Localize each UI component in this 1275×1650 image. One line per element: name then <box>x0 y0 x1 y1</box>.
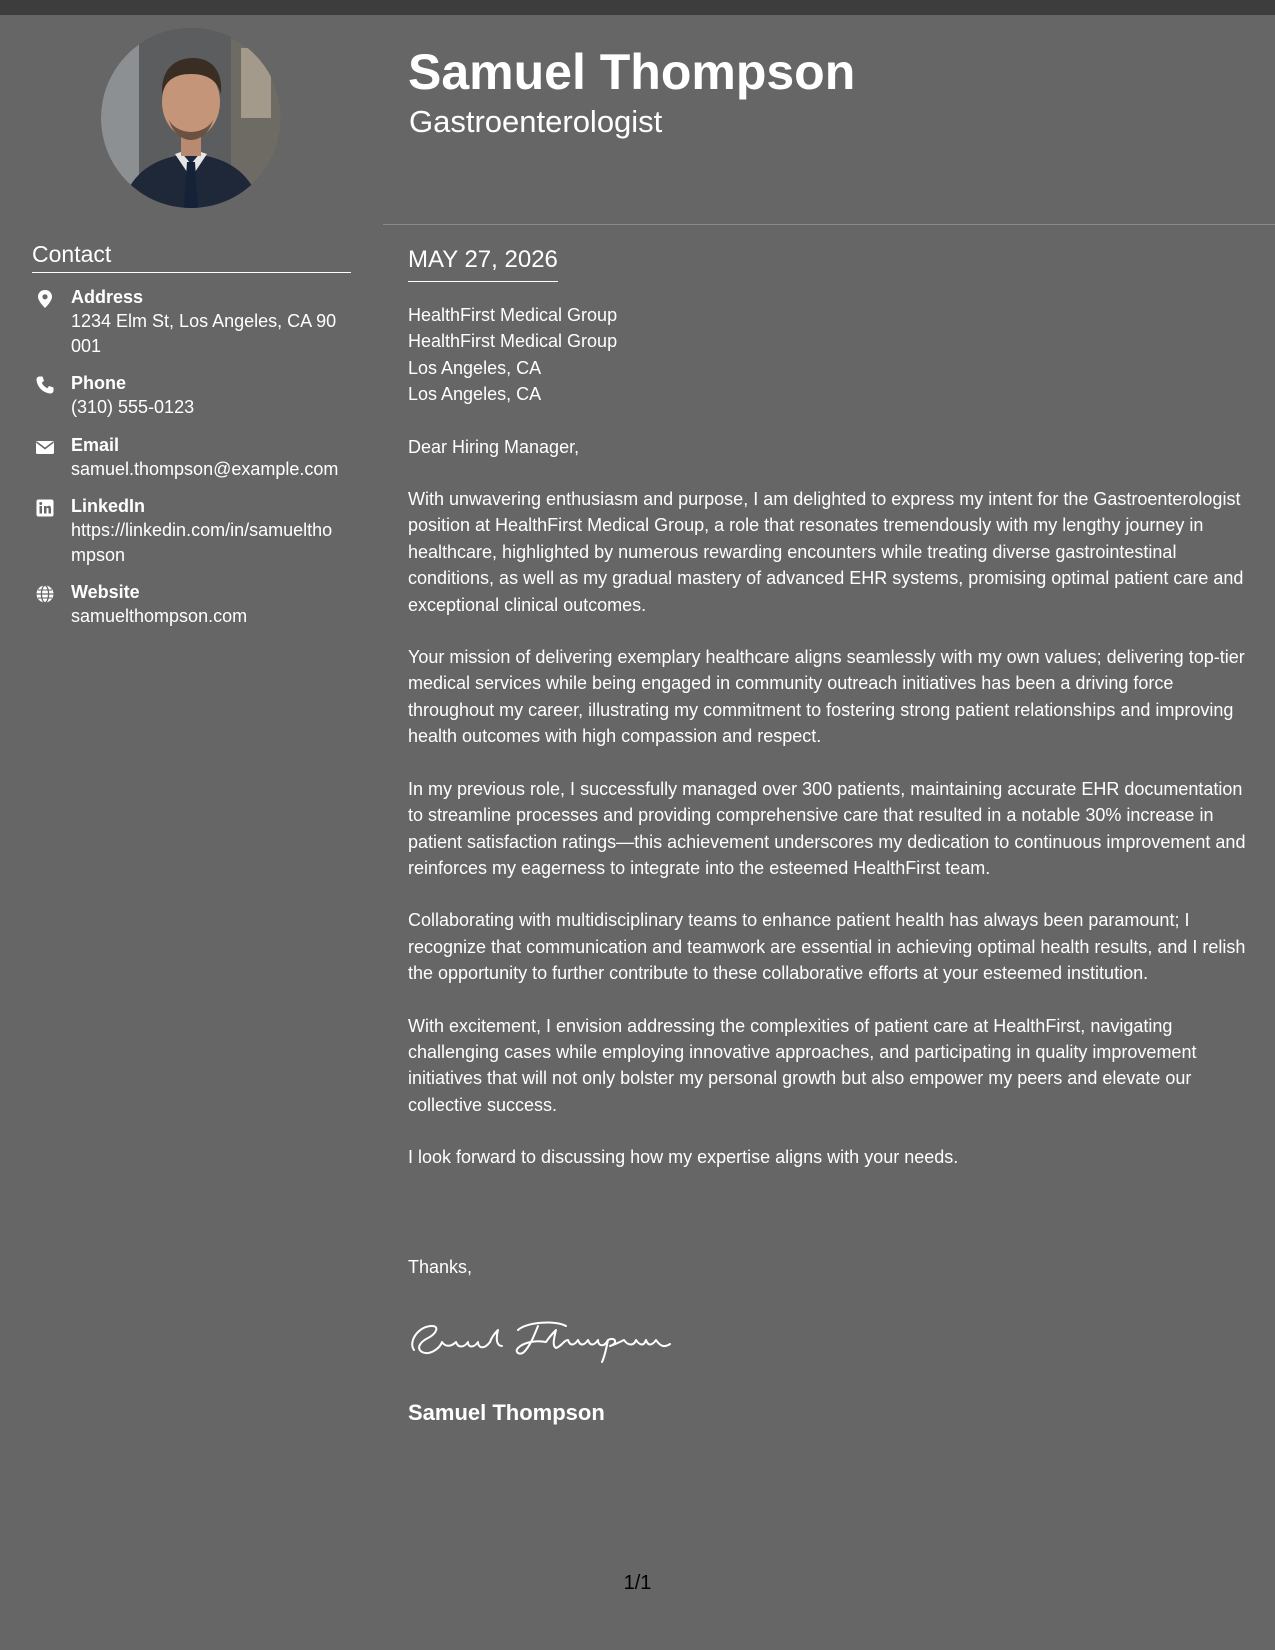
recipient-line: Los Angeles, CA <box>408 384 542 405</box>
body-paragraph: With unwavering enthusiasm and purpose, I am delighted to express my intent for the Gastroenterologist position at HealthFirst Medical Group, a role that resonates tremendously with my lengthy journey in healthcare, highlighted by numerous rewarding encounters while treating diverse gastrointestinal conditions, as well as my gradual mastery of advanced EHR systems, promising optimal patient care and exceptional clinical outcomes. <box>408 489 1244 615</box>
contact-website <box>32 580 362 629</box>
contact-label: Address <box>71 287 144 307</box>
contact-label: Email <box>71 434 120 455</box>
globe-icon <box>35 584 55 604</box>
linkedin-icon <box>35 498 55 518</box>
recipient-line: HealthFirst Medical Group <box>408 305 618 325</box>
phone-value: (310) 555-0123 <box>71 397 195 417</box>
recipient-block <box>408 302 1253 408</box>
header-divider <box>383 224 1275 225</box>
profile-photo <box>101 28 281 208</box>
contact-label: Website <box>71 582 140 602</box>
linkedin-value[interactable]: https://linkedin.com/in/samuelthompson <box>71 520 333 565</box>
closing: Thanks, <box>408 1257 473 1277</box>
handwritten-signature <box>406 1312 676 1364</box>
page-indicator: 1/1 <box>623 1572 652 1594</box>
recipient-line: Los Angeles, CA <box>408 357 542 378</box>
body-paragraph: Your mission of delivering exemplary healthcare aligns seamlessly with my own values; delivering top-tier medical services while being engaged in community outreach initiatives has been a driving force throughout my career, illustrating my commitment to fostering strong patient relationships and improving health outcomes with high compassion and respect. <box>408 647 1245 747</box>
letter-body <box>408 302 1253 1171</box>
body-paragraph: In my previous role, I successfully managed over 300 patients, maintaining accurate EHR documentation to streamline processes and providing comprehensive care that resulted in a notable 30% increase in patient satisfaction ratings—this achievement underscores my dedication to continuous improvement and reinforces my eagerness to integrate into the esteemed HealthFirst team. <box>408 778 1246 878</box>
applicant-title: Gastroenterologist <box>409 104 663 139</box>
contact-address <box>32 285 362 358</box>
contact-heading: Contact <box>32 241 351 273</box>
body-paragraph: With excitement, I envision addressing the complexities of patient care at HealthFirst, navigating challenging cases while employing innovative approaches, and participating in quality improvement initiatives that will not only bolster my personal growth but also empower my peers and elevate our collective success. <box>408 1015 1197 1115</box>
contact-phone <box>32 371 362 420</box>
applicant-name: Samuel Thompson <box>408 44 856 100</box>
letter-date: MAY 27, 2026 <box>408 245 558 282</box>
top-bar <box>0 0 1275 15</box>
map-pin-icon <box>35 289 55 309</box>
body-paragraph: Collaborating with multidisciplinary teams to enhance patient health has always been paramount; I recognize that communication and teamwork are essential in achieving optimal health results, and I relish the opportunity to further contribute to these collaborative efforts at your esteemed institution. <box>408 910 1246 984</box>
email-value[interactable]: samuel.thompson@example.com <box>71 458 339 479</box>
contact-label: LinkedIn <box>71 496 146 516</box>
address-value: 1234 Elm St, Los Angeles, CA 90001 <box>71 311 337 356</box>
contact-linkedin <box>32 494 362 567</box>
contact-email <box>32 433 362 482</box>
sidebar <box>0 15 383 1635</box>
contact-label: Phone <box>71 373 127 393</box>
website-value[interactable]: samuelthompson.com <box>71 606 248 626</box>
phone-icon <box>35 375 55 395</box>
signer-name: Samuel Thompson <box>408 1400 605 1425</box>
envelope-icon <box>35 437 55 457</box>
salutation: Dear Hiring Manager, <box>408 436 580 457</box>
body-paragraph: I look forward to discussing how my expertise aligns with your needs. <box>408 1147 959 1168</box>
recipient-line: HealthFirst Medical Group <box>408 331 618 352</box>
contact-list <box>32 285 362 642</box>
